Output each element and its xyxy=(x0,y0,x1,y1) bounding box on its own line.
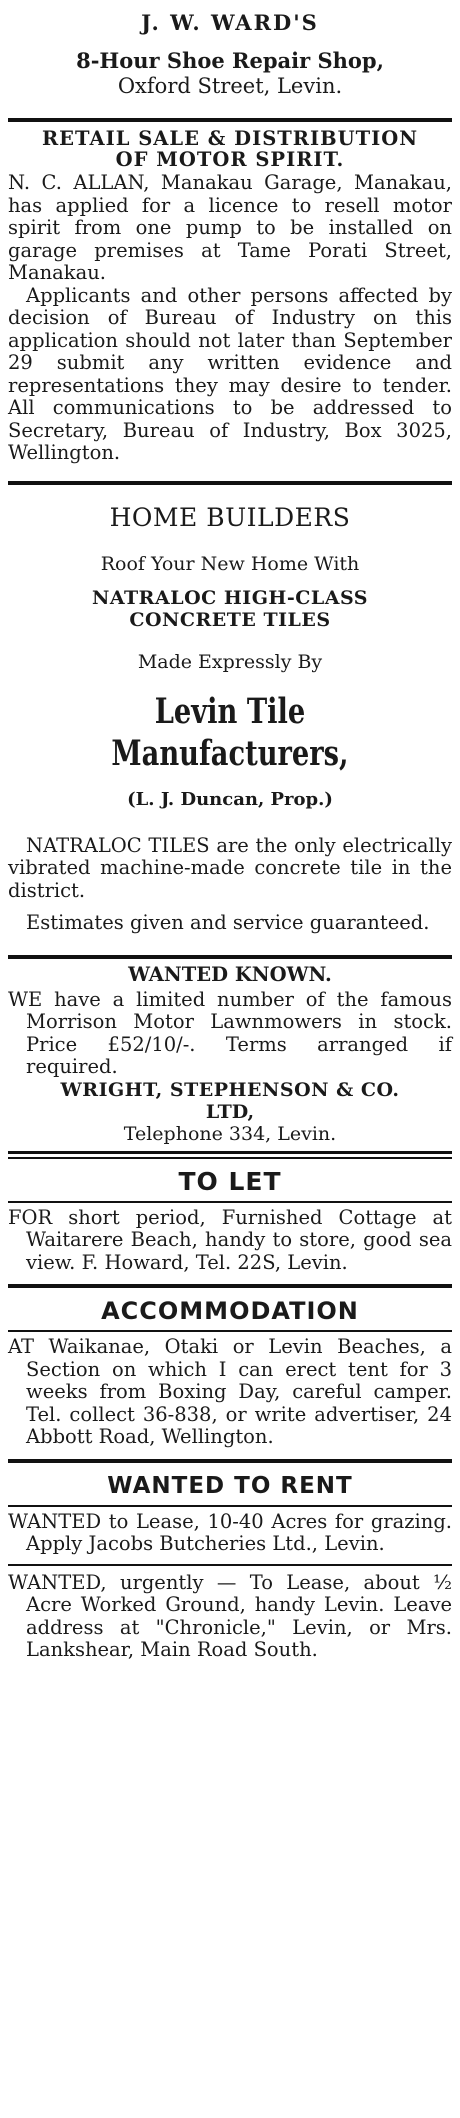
to-let-body: FOR short period, Furnished Cottage at Waitarere Beach, handy to store, good sea view. F. Howard, Tel. 22S, Levin. xyxy=(8,1205,452,1274)
home-builders-line4: Made Expressly By xyxy=(137,650,323,673)
home-builders-line1: Roof Your New Home With xyxy=(100,552,360,575)
retail-paragraph-1: N. C. ALLAN, Manakau Garage, Manakau, has applied for a licence to resell motor spirit from one pump to be installed on garage premises at Tame Porati Street, Manakau. xyxy=(8,171,452,284)
wanted-known-advert xyxy=(8,959,452,1145)
ward-line2: Oxford Street, Levin. xyxy=(117,74,343,98)
retail-notice xyxy=(8,122,452,465)
company-proprietor: (L. J. Duncan, Prop.) xyxy=(127,788,333,810)
retail-heading-2: OF MOTOR SPIRIT. xyxy=(115,148,345,171)
home-builders-advert xyxy=(8,485,452,935)
divider xyxy=(8,1151,452,1159)
company-name: Levin Tile Manufacturers, xyxy=(111,690,349,774)
accommodation-body: AT Waikanae, Otaki or Levin Beaches, a Section on which I can erect tent for 3 weeks from Boxing Day, careful camper. Tel. collect 36-838, or write advertiser, 24 Abbott Road, Wellington. xyxy=(8,1335,452,1448)
ward-line1: 8-Hour Shoe Repair Shop, xyxy=(76,48,384,73)
firm-name-1: WRIGHT, STEPHENSON & CO. xyxy=(60,1078,400,1101)
wanted-known-heading: WANTED KNOWN. xyxy=(128,962,332,986)
to-let-heading: TO LET xyxy=(178,1166,282,1196)
home-builders-line2: NATRALOC HIGH-CLASS xyxy=(91,586,369,609)
wanted-known-body: WE have a limited number of the famous Morrison Motor Lawnmowers in stock. Price £52/10/-. Terms arranged if required. xyxy=(8,987,452,1078)
wanted-to-rent-heading: WANTED TO RENT xyxy=(107,1472,353,1499)
to-let-advert xyxy=(8,1159,452,1275)
home-builders-line3: CONCRETE TILES xyxy=(129,608,331,631)
accommodation-heading: ACCOMMODATION xyxy=(101,1297,359,1325)
divider xyxy=(8,1564,452,1566)
ward-advert xyxy=(8,0,452,98)
heading-underline xyxy=(8,1505,452,1507)
wanted-to-rent-section xyxy=(8,1463,452,1662)
accommodation-advert xyxy=(8,1288,452,1449)
heading-underline xyxy=(8,1330,452,1332)
wanted-to-rent-ad-1: WANTED to Lease, 10-40 Acres for grazing. Apply Jacobs Butcheries Ltd., Levin. xyxy=(8,1509,452,1555)
firm-name-2: LTD, xyxy=(205,1100,255,1123)
firm-telephone: Telephone 334, Levin. xyxy=(123,1122,337,1145)
retail-heading-1: RETAIL SALE & DISTRIBUTION xyxy=(41,127,419,150)
wanted-to-rent-ad-2: WANTED, urgently — To Lease, about ½ Acre Worked Ground, handy Levin. Leave address at "Chronicle," Levin, or Mrs. Lankshear, Main Road South. xyxy=(8,1570,452,1661)
ward-name: J. W. WARD'S xyxy=(141,10,319,35)
home-builders-paragraph-2: Estimates given and service guaranteed. xyxy=(26,911,430,934)
heading-underline xyxy=(8,1201,452,1203)
home-builders-paragraph-1: NATRALOC TILES are the only electrically vibrated machine-made concrete tile in the district. xyxy=(8,833,452,902)
retail-paragraph-2: Applicants and other persons affected by decision of Bureau of Industry on this application should not later than September 29 submit any written evidence and representations they may desire to tender. All communications to be addressed to Secretary, Bureau of Industry, Box 3025, Wellington. xyxy=(8,283,452,464)
home-builders-heading: HOME BUILDERS xyxy=(109,502,351,532)
